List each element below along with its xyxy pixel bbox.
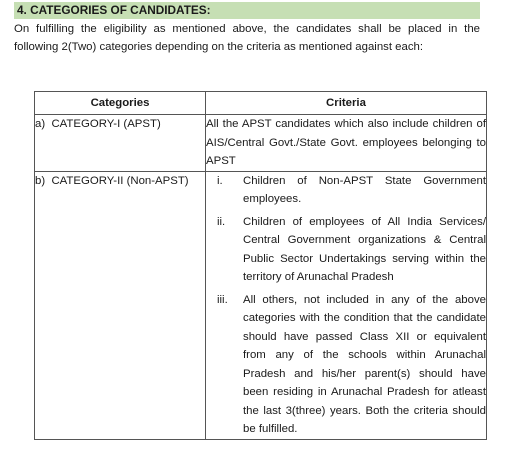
categories-table — [34, 91, 487, 440]
criteria-list — [206, 172, 486, 439]
criteria-cell-1 — [206, 115, 487, 172]
category-cell-1 — [35, 115, 206, 172]
column-header-criteria: Criteria — [206, 92, 487, 115]
list-numeral: ii. — [217, 215, 226, 228]
table-row — [35, 115, 487, 172]
intro-line-2: following 2(Two) categories depending on the criteria as mentioned against each: — [14, 41, 424, 53]
list-item — [206, 213, 486, 287]
list-item-text: Children of Non-APST State Government employees. — [243, 174, 486, 205]
list-item — [206, 291, 486, 439]
criteria-text: All the APST candidates which also include children of AIS/Central Govt./State Govt. employees belonging to APST — [206, 118, 486, 167]
category-label: b) CATEGORY-II (Non-APST) — [35, 174, 189, 187]
category-cell-2 — [35, 171, 206, 439]
section-heading: 4. CATEGORIES OF CANDIDATES: — [14, 2, 480, 19]
criteria-cell-2 — [206, 171, 487, 439]
category-label: a) CATEGORY-I (APST) — [35, 118, 161, 130]
intro-line-1: On fulfilling the eligibility as mentioned above, the candidates shall be placed in the — [14, 23, 480, 35]
intro-paragraph — [14, 20, 480, 56]
list-item-text: Children of employees of All India Services/ Central Government organizations & Central Public Sector Undertakings serving within the territory of Arunachal Pradesh — [243, 215, 486, 283]
list-item-text: All others, not included in any of the above categories with the condition that the candidate should have passed Class XII or equivalent from any of the schools within Arunachal Pradesh and his/her parent(s) should have been residing in Arunachal Pradesh for atleast the last 3(three) years. Both the criteria should be fulfilled. — [243, 293, 486, 435]
table-row — [35, 171, 487, 439]
list-numeral: iii. — [217, 293, 228, 306]
table-header-row — [35, 92, 487, 115]
column-header-categories: Categories — [35, 92, 206, 115]
list-numeral: i. — [217, 174, 223, 187]
list-item — [206, 172, 486, 209]
